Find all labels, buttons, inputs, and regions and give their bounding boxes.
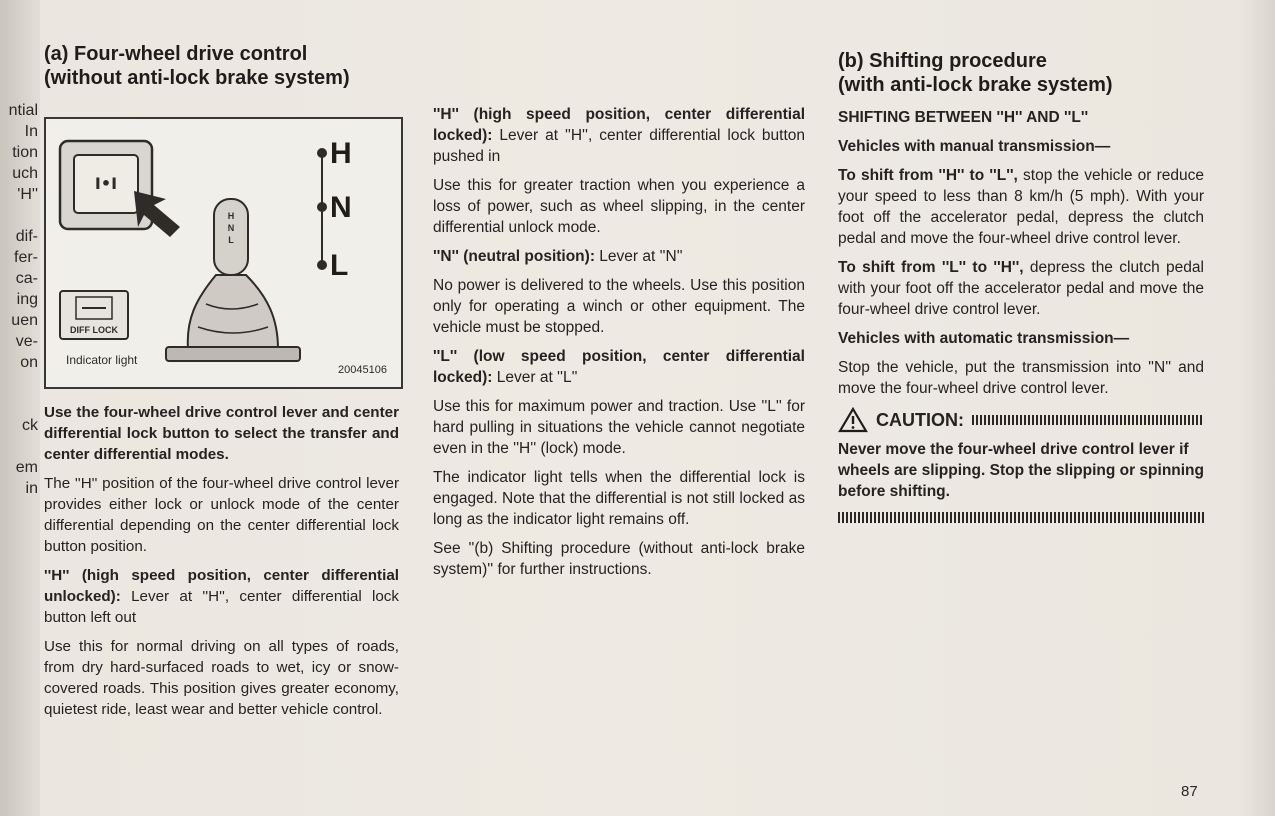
n-text: Lever at ''N'' bbox=[594, 248, 683, 265]
fragment-word: ntial bbox=[8, 102, 38, 119]
mid-p-see: See ''(b) Shifting procedure (without anti-lock brake system)'' for further instructions. bbox=[433, 540, 805, 578]
right-subheading: SHIFTING BETWEEN ''H'' AND ''L'' bbox=[838, 109, 1089, 126]
caution-header bbox=[838, 407, 1204, 433]
left-intro: Use the four-wheel drive control lever and center differential lock button to select the transfer and center differential modes. bbox=[44, 404, 399, 463]
mid-h-locked bbox=[433, 104, 805, 167]
l-text: Lever at ''L'' bbox=[492, 369, 578, 386]
l-to-h bbox=[838, 257, 1204, 320]
h-to-l-text: stop the vehicle or reduce your speed to less than 8 km/h (5 mph). With your foot off the accelerator pedal, depress the clutch pedal and move the four-wheel drive control lever. bbox=[838, 167, 1204, 247]
figure-illustration bbox=[46, 119, 401, 387]
left-h-unlocked bbox=[44, 565, 399, 628]
fragment-word bbox=[0, 205, 38, 226]
fragment-word: ck bbox=[22, 417, 38, 434]
dot-l bbox=[317, 260, 327, 270]
show-through-text bbox=[530, 48, 790, 108]
mid-n bbox=[433, 246, 805, 267]
page-number: 87 bbox=[1181, 783, 1198, 800]
left-heading-line1: (a) Four-wheel drive control bbox=[44, 43, 308, 65]
fragment-word bbox=[0, 436, 38, 457]
console-base bbox=[166, 347, 300, 361]
caution-rule-top bbox=[972, 415, 1204, 425]
warning-triangle-icon bbox=[838, 407, 868, 433]
left-p2: Use this for normal driving on all types of roads, from dry hard-surfaced roads to wet, icy or snow-covered roads. This position gives greater economy, quietest ride, least wear and better vehicle control. bbox=[44, 638, 399, 718]
left-column-body bbox=[44, 402, 399, 728]
l-label: ''L'' (low speed position, center differential locked): bbox=[433, 348, 805, 386]
fragment-word: dif- bbox=[15, 228, 38, 245]
fragment-word: tion bbox=[12, 144, 38, 161]
shift-boot bbox=[188, 275, 278, 349]
left-p1: The ''H'' position of the four-wheel drive control lever provides either lock or unlock mode of the center differential depending on the center differential lock button position. bbox=[44, 475, 399, 555]
shift-lever-figure bbox=[44, 117, 403, 389]
fragment-word: ca- bbox=[15, 270, 38, 287]
h-unlocked-text: Lever at ''H'', center differential lock button left out bbox=[44, 588, 399, 626]
auto-heading: Vehicles with automatic transmission— bbox=[838, 330, 1130, 347]
figure-code: 20045106 bbox=[338, 364, 387, 376]
indicator-caption: Indicator light bbox=[66, 353, 138, 367]
caution-rule-bottom bbox=[838, 512, 1204, 523]
label-h: H bbox=[330, 137, 352, 170]
fragment-word: on bbox=[20, 354, 38, 371]
fragment-word: uch bbox=[12, 165, 38, 182]
knob-l: L bbox=[228, 235, 234, 245]
fragment-word: in bbox=[25, 480, 38, 497]
manual-heading: Vehicles with manual transmission— bbox=[838, 138, 1111, 155]
h-unlocked-label: ''H'' (high speed position, center differential unlocked): bbox=[44, 567, 399, 605]
right-column bbox=[838, 49, 1204, 523]
label-l: L bbox=[330, 249, 349, 282]
p-auto: Stop the vehicle, put the transmission into ''N'' and move the four-wheel drive control lever. bbox=[838, 359, 1204, 397]
fragment-word: In bbox=[24, 123, 38, 140]
indicator-label: DIFF LOCK bbox=[70, 325, 118, 335]
fragment-word: em bbox=[15, 459, 38, 476]
n-label: ''N'' (neutral position): bbox=[433, 248, 595, 265]
h-locked-text: Lever at ''H'', center differential lock button pushed in bbox=[433, 127, 805, 165]
mid-p-indicator: The indicator light tells when the differential lock is engaged. Note that the differential is not still locked as long as the indicator light remains off. bbox=[433, 469, 805, 528]
middle-column bbox=[433, 104, 805, 588]
fragment-word bbox=[0, 394, 38, 415]
left-heading-line2: (without anti-lock brake system) bbox=[44, 67, 350, 89]
mid-l bbox=[433, 346, 805, 388]
knob-n: N bbox=[227, 223, 235, 233]
previous-page-fragments bbox=[0, 100, 40, 520]
fragment-word bbox=[0, 373, 38, 394]
label-n: N bbox=[330, 191, 352, 224]
left-column bbox=[44, 42, 400, 90]
fragment-word: 'H'' bbox=[17, 186, 38, 203]
dot-n bbox=[317, 202, 327, 212]
right-heading-line1: (b) Shifting procedure bbox=[838, 50, 1047, 72]
fragment-word: fer- bbox=[14, 249, 38, 266]
h-locked-label: ''H'' (high speed position, center differential locked): bbox=[433, 106, 805, 144]
fragment-word: uen bbox=[11, 312, 38, 329]
h-to-l-label: To shift from ''H'' to ''L'', bbox=[838, 167, 1018, 184]
knob-h: H bbox=[227, 211, 235, 221]
caution-label: CAUTION: bbox=[876, 409, 964, 430]
l-to-h-label: To shift from ''L'' to ''H'', bbox=[838, 259, 1024, 276]
right-heading-line2: (with anti-lock brake system) bbox=[838, 74, 1113, 96]
switch-symbol: I•I bbox=[94, 174, 118, 193]
mid-p-l: Use this for maximum power and traction. Use ''L'' for hard pulling in situations the vehicle cannot negotiate even in the ''H'' (lock) mode. bbox=[433, 398, 805, 457]
fragment-word: ve- bbox=[15, 333, 38, 350]
mid-p-h-locked: Use this for greater traction when you experience a loss of power, such as wheel slipping, in the center differential unlock mode. bbox=[433, 177, 805, 236]
l-to-h-text: depress the clutch pedal with your foot off the accelerator pedal and move the four-wheel drive control lever. bbox=[838, 259, 1204, 318]
mid-p-n: No power is delivered to the wheels. Use this position only for operating a winch or other equipment. The vehicle must be stopped. bbox=[433, 277, 805, 336]
fragment-word: ing bbox=[16, 291, 38, 308]
caution-text: Never move the four-wheel drive control lever if wheels are slipping. Stop the slipping or spinning before shifting. bbox=[838, 441, 1204, 500]
h-to-l bbox=[838, 165, 1204, 249]
dot-h bbox=[317, 148, 327, 158]
